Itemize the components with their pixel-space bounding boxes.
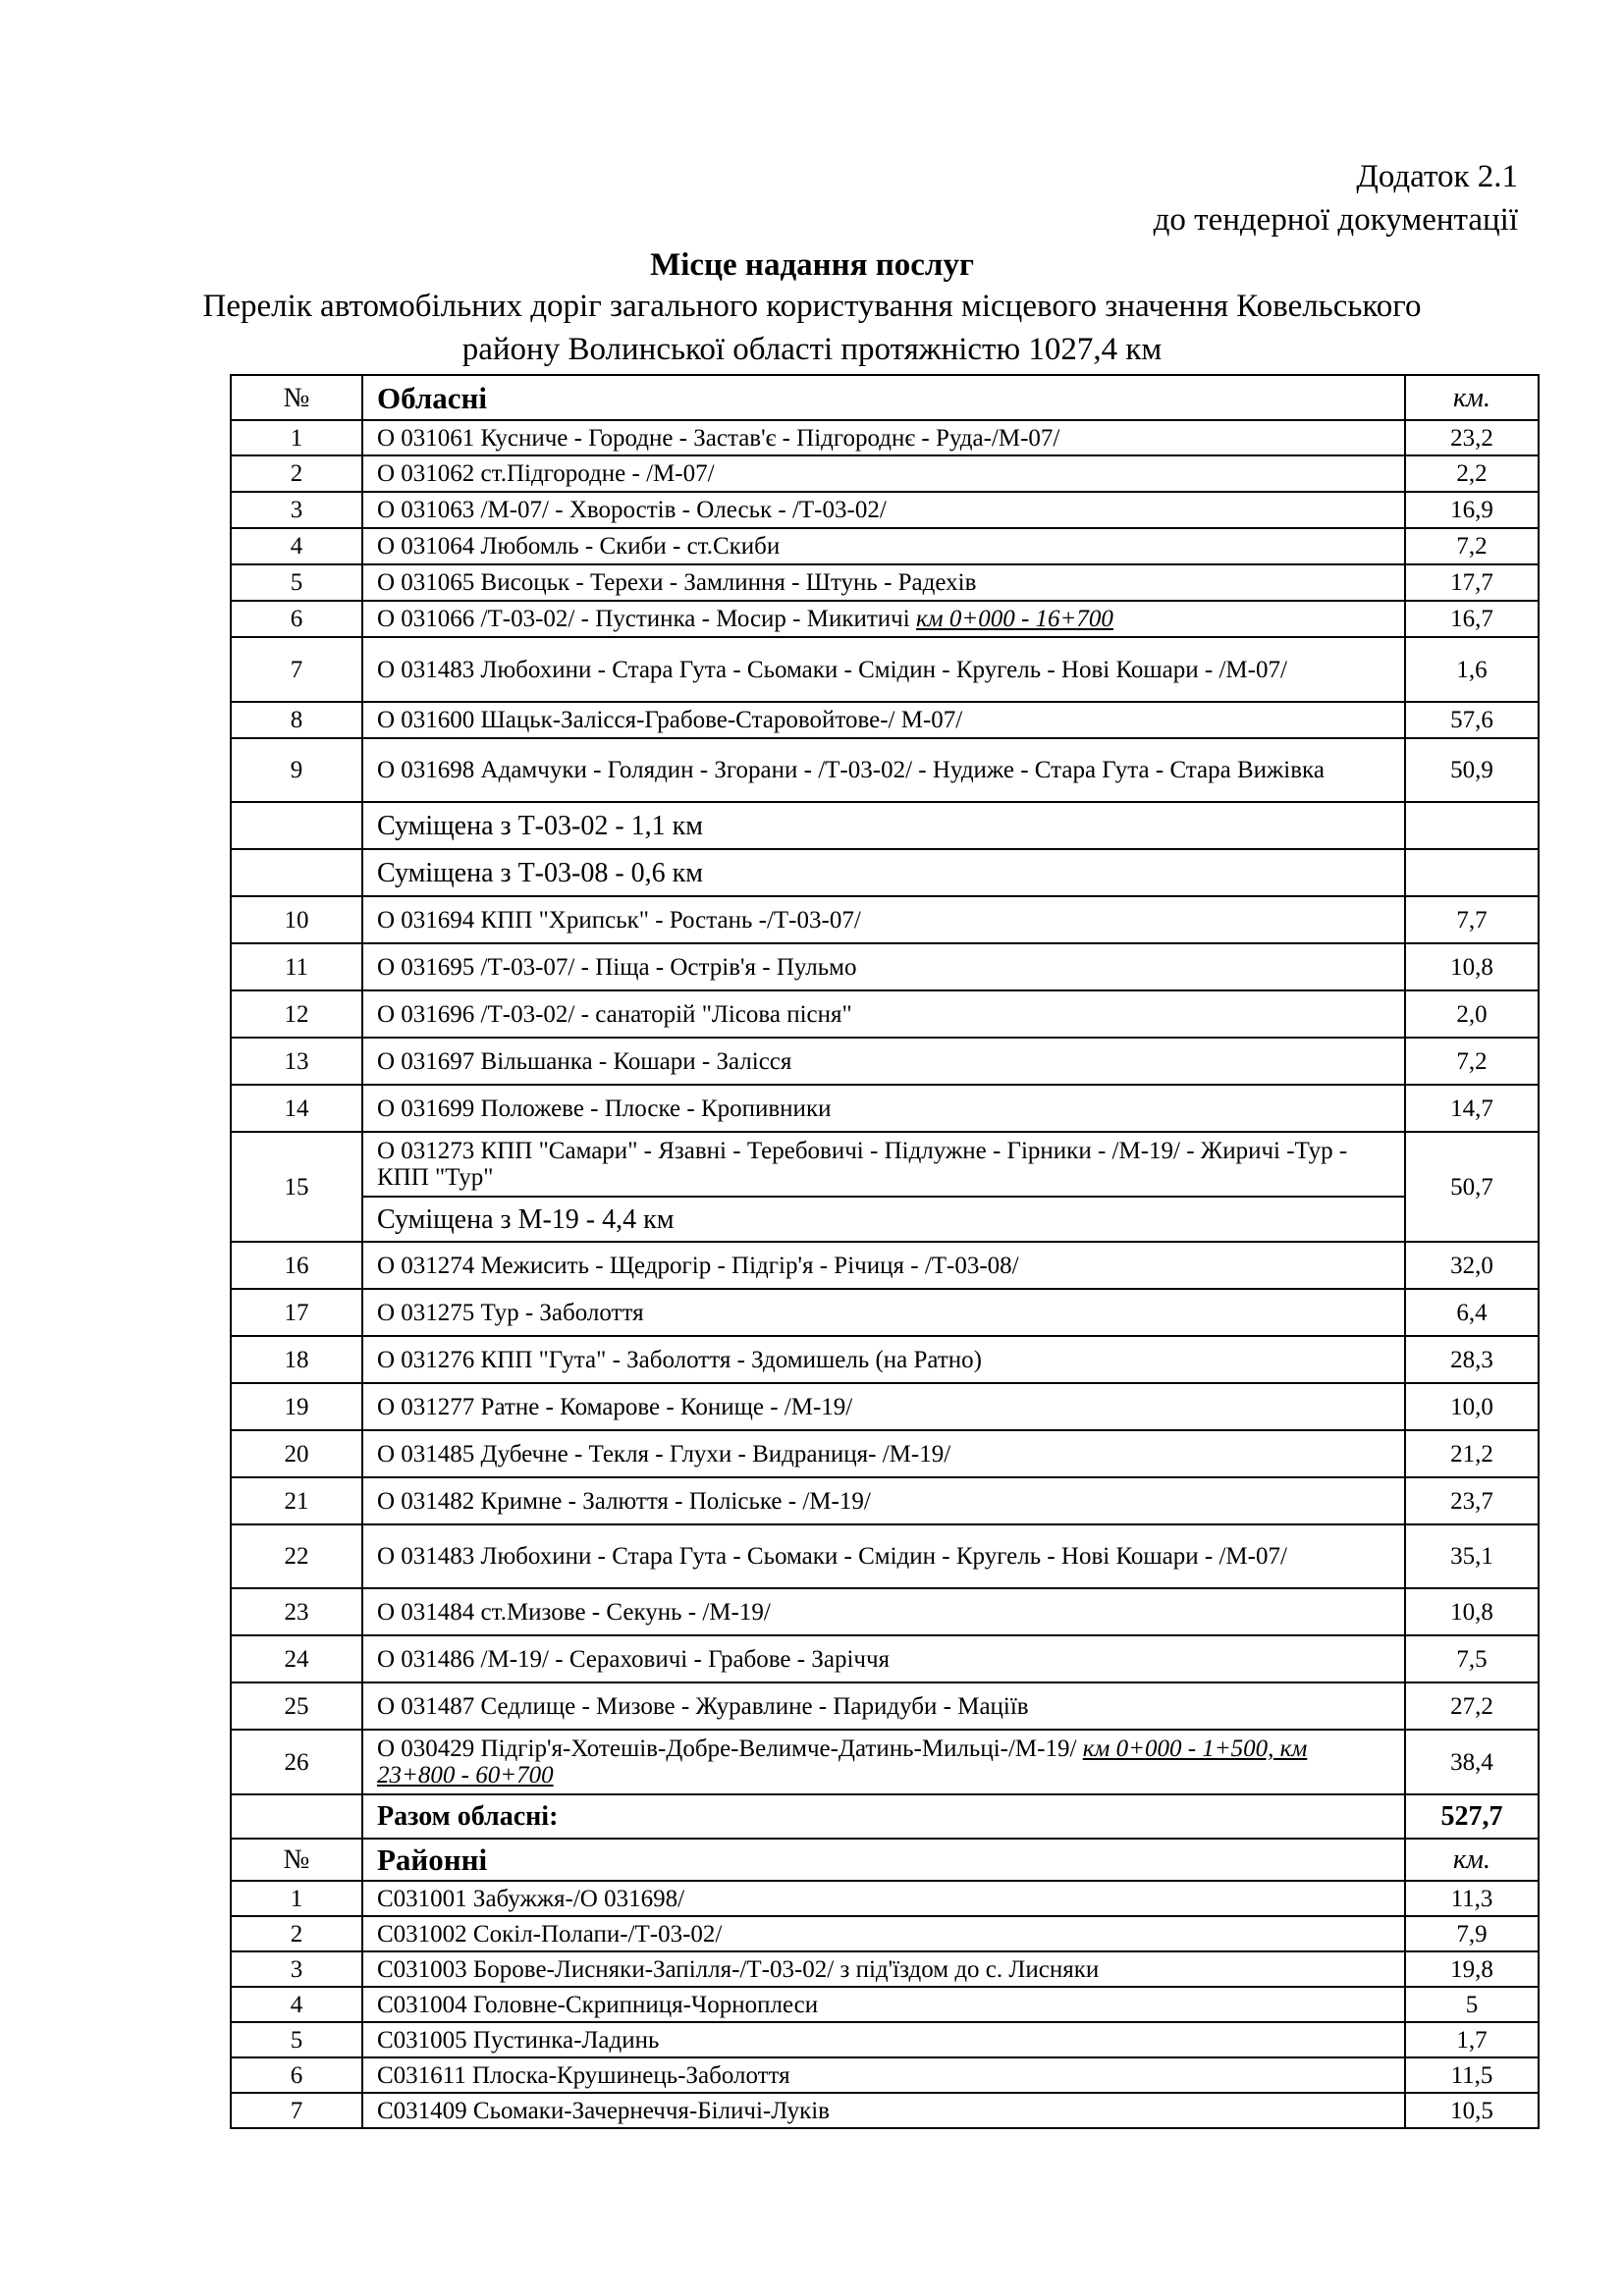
table-row (231, 1588, 1539, 1635)
road-name: С031001 Забужжя-/О 031698/ (362, 1881, 1405, 1916)
row-number: 4 (231, 528, 362, 564)
table-row (231, 1916, 1539, 1951)
road-length: 1,6 (1405, 637, 1539, 702)
row-number: 24 (231, 1635, 362, 1682)
appendix-to-label: до тендерної документації (1153, 202, 1518, 238)
roads-table (230, 374, 1540, 2129)
table-row (231, 1289, 1539, 1336)
road-name: О 031697 Вільшанка - Кошари - Залісся (362, 1038, 1405, 1085)
road-length: 23,2 (1405, 420, 1539, 455)
table-row (231, 1524, 1539, 1588)
road-name: О 031695 /Т-03-07/ - Піща - Острів'я - Пульмо (362, 943, 1405, 990)
row-number: 8 (231, 702, 362, 738)
row-number: 17 (231, 1289, 362, 1336)
row-number: 1 (231, 1881, 362, 1916)
road-length: 10,8 (1405, 1588, 1539, 1635)
row-number: 20 (231, 1430, 362, 1477)
row-number: 6 (231, 601, 362, 637)
table-row (231, 1336, 1539, 1383)
road-length: 57,6 (1405, 702, 1539, 738)
road-name: О 031486 /М-19/ - Сераховичі - Грабове - Заріччя (362, 1635, 1405, 1682)
page-subtitle-line1: Перелік автомобільних доріг загального користування місцевого значення Ковельського (202, 289, 1422, 324)
road-name: С031004 Головне-Скрипниця-Чорноплеси (362, 1987, 1405, 2022)
road-length: 11,5 (1405, 2057, 1539, 2093)
road-length: 5 (1405, 1987, 1539, 2022)
table-row (231, 1197, 1539, 1242)
road-length: 10,5 (1405, 2093, 1539, 2128)
row-number: 12 (231, 990, 362, 1038)
table-row (231, 1242, 1539, 1289)
page-title: Місце надання послуг (650, 247, 974, 283)
row-number: 21 (231, 1477, 362, 1524)
table-row (231, 455, 1539, 492)
road-length: 17,7 (1405, 564, 1539, 601)
road-length: 50,7 (1405, 1132, 1539, 1242)
table-row (231, 896, 1539, 943)
road-name: О 031483 Любохини - Стара Гута - Сьомаки - Смідин - Кругель - Нові Кошари - /М-07/ (362, 1524, 1405, 1588)
row-number: 11 (231, 943, 362, 990)
table-row (231, 1635, 1539, 1682)
road-name: О 031061 Кусниче - Городне - Застав'є - Підгороднє - Руда-/М-07/ (362, 420, 1405, 455)
table-row (231, 802, 1539, 849)
regional-total-row (231, 1794, 1539, 1839)
road-name: О 031066 /Т-03-02/ - Пустинка - Мосир - Микитичі км 0+000 - 16+700 (362, 601, 1405, 637)
row-number: 10 (231, 896, 362, 943)
road-length: 7,7 (1405, 896, 1539, 943)
row-number: 7 (231, 637, 362, 702)
table-row (231, 492, 1539, 528)
road-name: О 031063 /М-07/ - Хворостів - Олеськ - /Т-03-02/ (362, 492, 1405, 528)
appendix-label: Додаток 2.1 (1356, 159, 1518, 194)
row-number (231, 802, 362, 849)
table-row (231, 2057, 1539, 2093)
row-number: 19 (231, 1383, 362, 1430)
table-row (231, 1682, 1539, 1730)
row-number: 25 (231, 1682, 362, 1730)
table-row (231, 1038, 1539, 1085)
road-name: О 031065 Висоцьк - Терехи - Замлиння - Штунь - Радехів (362, 564, 1405, 601)
row-number: 2 (231, 1916, 362, 1951)
road-length: 7,9 (1405, 1916, 1539, 1951)
row-number: 26 (231, 1730, 362, 1794)
road-length: 7,5 (1405, 1635, 1539, 1682)
road-length: 2,2 (1405, 455, 1539, 492)
row-number: 2 (231, 455, 362, 492)
row-number: 6 (231, 2057, 362, 2093)
road-length: 7,2 (1405, 528, 1539, 564)
table-row (231, 1085, 1539, 1132)
table-row (231, 1730, 1539, 1794)
road-length: 38,4 (1405, 1730, 1539, 1794)
row-number: 14 (231, 1085, 362, 1132)
col-num-header: № (231, 1839, 362, 1881)
table-row (231, 564, 1539, 601)
road-length: 23,7 (1405, 1477, 1539, 1524)
road-length: 27,2 (1405, 1682, 1539, 1730)
road-length (1405, 802, 1539, 849)
table-row (231, 943, 1539, 990)
row-number: 3 (231, 492, 362, 528)
row-number: 18 (231, 1336, 362, 1383)
table-row (231, 601, 1539, 637)
table-row (231, 702, 1539, 738)
table-row (231, 1951, 1539, 1987)
roads-table-body (231, 375, 1539, 2128)
district-heading: Районні (362, 1839, 1405, 1881)
table-row (231, 1383, 1539, 1430)
table-row (231, 1430, 1539, 1477)
total-km: 527,7 (1405, 1794, 1539, 1839)
table-row (231, 420, 1539, 455)
table-row (231, 528, 1539, 564)
road-name: О 031277 Ратне - Комарове - Конище - /М-19/ (362, 1383, 1405, 1430)
row-number: 3 (231, 1951, 362, 1987)
road-length: 50,9 (1405, 738, 1539, 802)
road-name: О 031273 КПП "Самари" - Язавні - Теребовичі - Підлужне - Гірники - /М-19/ - Жиричі -Тур - КПП "Тур" (362, 1132, 1405, 1197)
table-row (231, 849, 1539, 896)
road-name: С031611 Плоска-Крушинець-Заболоття (362, 2057, 1405, 2093)
district-header-row (231, 1839, 1539, 1881)
table-row (231, 1987, 1539, 2022)
row-number (231, 1794, 362, 1839)
row-number: 13 (231, 1038, 362, 1085)
table-row (231, 2022, 1539, 2057)
road-length: 19,8 (1405, 1951, 1539, 1987)
road-length: 16,9 (1405, 492, 1539, 528)
road-name: С031002 Сокіл-Полапи-/Т-03-02/ (362, 1916, 1405, 1951)
row-number: 23 (231, 1588, 362, 1635)
road-name: Суміщена з Т-03-02 - 1,1 км (362, 802, 1405, 849)
road-name: О 031482 Кримне - Залюття - Поліське - /М-19/ (362, 1477, 1405, 1524)
table-row (231, 738, 1539, 802)
road-name: О 031600 Шацьк-Залісся-Грабове-Старовойтове-/ М-07/ (362, 702, 1405, 738)
road-length: 1,7 (1405, 2022, 1539, 2057)
table-row (231, 1477, 1539, 1524)
road-name: О 031699 Положеве - Плоске - Кропивники (362, 1085, 1405, 1132)
row-number: 15 (231, 1132, 362, 1242)
road-length: 21,2 (1405, 1430, 1539, 1477)
row-number: 5 (231, 2022, 362, 2057)
road-name: О 031275 Тур - Заболоття (362, 1289, 1405, 1336)
total-label: Разом обласні: (362, 1794, 1405, 1839)
road-length: 2,0 (1405, 990, 1539, 1038)
table-row (231, 1132, 1539, 1197)
road-name: С031003 Борове-Лисняки-Запілля-/Т-03-02/ з під'їздом до с. Лисняки (362, 1951, 1405, 1987)
regional-heading: Обласні (362, 375, 1405, 420)
road-combined-note: Суміщена з М-19 - 4,4 км (362, 1197, 1405, 1242)
road-name: О 031062 ст.Підгородне - /М-07/ (362, 455, 1405, 492)
road-name: О 031483 Любохини - Стара Гута - Сьомаки - Смідин - Кругель - Нові Кошари - /М-07/ (362, 637, 1405, 702)
road-name: О 031276 КПП "Гута" - Заболоття - Здомишель (на Ратно) (362, 1336, 1405, 1383)
road-length: 35,1 (1405, 1524, 1539, 1588)
col-num-header: № (231, 375, 362, 420)
road-length: 6,4 (1405, 1289, 1539, 1336)
road-segment: км 0+000 - 1+500, км 23+800 - 60+700 (377, 1735, 1308, 1789)
row-number: 22 (231, 1524, 362, 1588)
road-name: О 031694 КПП "Хрипськ" - Ростань -/Т-03-07/ (362, 896, 1405, 943)
row-number (231, 849, 362, 896)
regional-header-row (231, 375, 1539, 420)
road-name: О 031485 Дубечне - Текля - Глухи - Видраниця- /М-19/ (362, 1430, 1405, 1477)
road-segment: км 0+000 - 16+700 (915, 606, 1113, 632)
road-length: 11,3 (1405, 1881, 1539, 1916)
road-name: Суміщена з Т-03-08 - 0,6 км (362, 849, 1405, 896)
road-length: 16,7 (1405, 601, 1539, 637)
road-length: 7,2 (1405, 1038, 1539, 1085)
col-km-header: км. (1405, 375, 1539, 420)
road-name: О 031064 Любомль - Скиби - ст.Скиби (362, 528, 1405, 564)
table-row (231, 2093, 1539, 2128)
row-number: 16 (231, 1242, 362, 1289)
road-name: О 030429 Підгір'я-Хотешів-Добре-Велимче-Датинь-Мильці-/М-19/ км 0+000 - 1+500, км 23+800 - 60+700 (362, 1730, 1405, 1794)
row-number: 4 (231, 1987, 362, 2022)
road-length: 32,0 (1405, 1242, 1539, 1289)
road-name: О 031274 Межисить - Щедрогір - Підгір'я - Річиця - /Т-03-08/ (362, 1242, 1405, 1289)
road-name: О 031696 /Т-03-02/ - санаторій "Лісова пісня" (362, 990, 1405, 1038)
road-length: 14,7 (1405, 1085, 1539, 1132)
road-name: О 031487 Седлище - Мизове - Журавлине - Паридуби - Маціїв (362, 1682, 1405, 1730)
row-number: 9 (231, 738, 362, 802)
road-name: С031409 Сьомаки-Зачернеччя-Біличі-Луків (362, 2093, 1405, 2128)
table-row (231, 637, 1539, 702)
road-name: О 031484 ст.Мизове - Секунь - /М-19/ (362, 1588, 1405, 1635)
table-row (231, 1881, 1539, 1916)
page-subtitle-line2: району Волинської області протяжністю 1027,4 км (461, 332, 1163, 367)
road-length: 28,3 (1405, 1336, 1539, 1383)
table-row (231, 990, 1539, 1038)
col-km-header: км. (1405, 1839, 1539, 1881)
road-name: О 031698 Адамчуки - Голядин - Згорани - /Т-03-02/ - Нудиже - Стара Гута - Стара Вижівка (362, 738, 1405, 802)
row-number: 7 (231, 2093, 362, 2128)
road-length (1405, 849, 1539, 896)
row-number: 1 (231, 420, 362, 455)
road-length: 10,8 (1405, 943, 1539, 990)
row-number: 5 (231, 564, 362, 601)
road-length: 10,0 (1405, 1383, 1539, 1430)
road-name: С031005 Пустинка-Ладинь (362, 2022, 1405, 2057)
